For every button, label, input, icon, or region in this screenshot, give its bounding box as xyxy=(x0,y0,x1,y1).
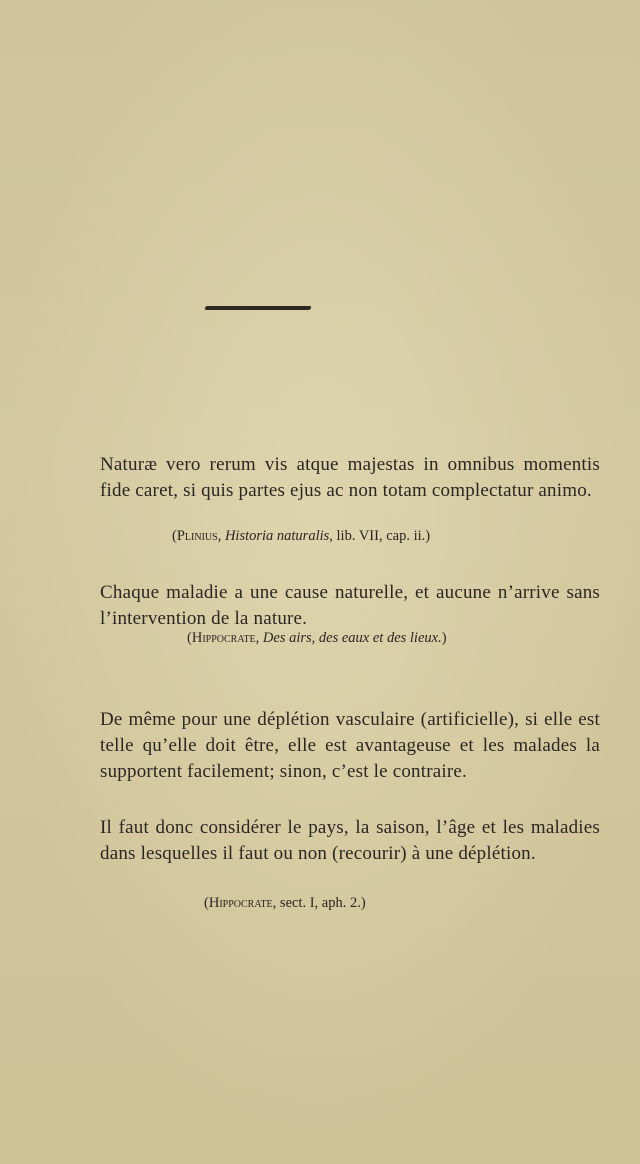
citation-author: Hippocrate xyxy=(208,895,273,911)
citation-separator: , xyxy=(217,528,225,544)
epigraph-pliny-citation xyxy=(172,527,430,545)
decorative-rule xyxy=(204,306,311,310)
epigraph-hippocrates-quote-1 xyxy=(100,580,600,632)
citation-open: ( xyxy=(204,895,209,911)
quote-text: Naturæ vero rerum vis atque majestas in omnibus momentis fide caret, si quis partes ejus ac non totam complectatur animo. xyxy=(100,454,600,501)
quote-text: De même pour une déplétion vasculaire (artificielle), si elle est telle qu’elle doit être, elle est avantageuse et les malades la supportent facilement; sinon, c’est le contraire. xyxy=(100,709,600,782)
epigraph-pliny-quote xyxy=(100,452,600,504)
citation-open: ( xyxy=(172,528,177,544)
citation-reference: ) xyxy=(441,630,447,646)
quote-text: Il faut donc considérer le pays, la saison, l’âge et les maladies dans lesquelles il faut ou non (recourir) à une déplétion. xyxy=(100,817,600,864)
quote-text: Chaque maladie a une cause naturelle, et aucune n’arrive sans l’intervention de la nature. xyxy=(100,582,600,629)
citation-author: Hippocrate xyxy=(191,630,256,646)
citation-separator: , xyxy=(272,895,280,911)
citation-separator: , xyxy=(255,630,263,646)
citation-work: Historia naturalis xyxy=(224,528,330,544)
epigraph-hippocrates-citation-1 xyxy=(187,629,447,647)
epigraph-hippocrates-citation-2 xyxy=(204,894,366,912)
citation-reference: , lib. VII, cap. ii.) xyxy=(329,528,431,544)
citation-author: Plinius xyxy=(176,528,218,544)
citation-reference: sect. I, aph. 2.) xyxy=(279,895,366,911)
citation-work: Des airs, des eaux et des lieux. xyxy=(262,630,442,646)
citation-open: ( xyxy=(187,630,192,646)
epigraph-hippocrates-quote-2 xyxy=(100,707,600,785)
epigraph-hippocrates-quote-3 xyxy=(100,815,600,867)
